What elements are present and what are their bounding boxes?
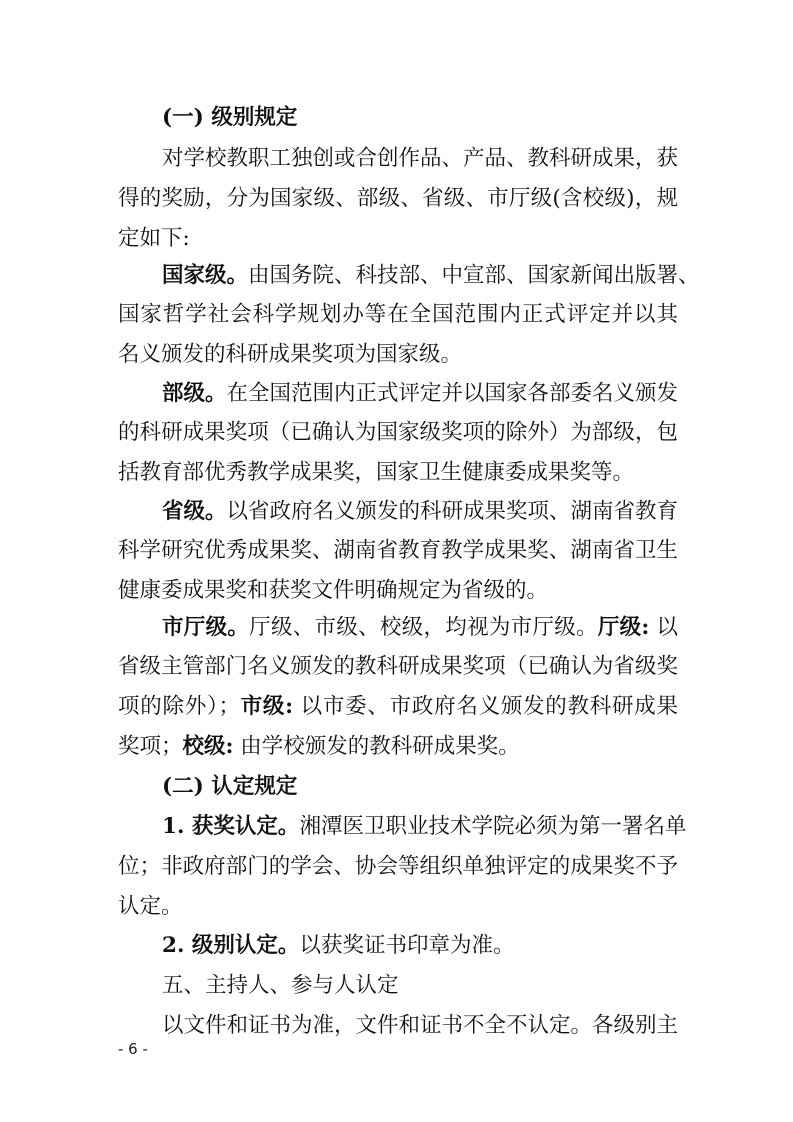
school-level-label: 校级: bbox=[182, 734, 234, 759]
paragraph-text: 由学校颁发的教科研成果奖。 bbox=[233, 734, 520, 759]
paragraph-text: 以省政府名义颁发的科研成果奖项、湖南省教育 bbox=[226, 499, 679, 524]
city-level-label: 市厅级。 bbox=[162, 615, 250, 640]
award-determination-line bbox=[162, 813, 687, 841]
national-level-label: 国家级。 bbox=[162, 263, 249, 288]
paragraph-line: 括教育部优秀教学成果奖，国家卫生健康委成果奖等。 bbox=[118, 460, 635, 485]
ministry-level-label: 部级。 bbox=[162, 381, 227, 406]
paragraph-line: 以文件和证书为准，文件和证书不全不认定。各级别主 bbox=[162, 1013, 679, 1038]
paragraph-text: 以 bbox=[649, 615, 678, 640]
paragraph-line: 对学校教职工独创或合创作品、产品、教科研成果，获 bbox=[162, 146, 679, 171]
paragraph-text: 厅级、市级、校级，均视为市厅级。 bbox=[249, 615, 598, 640]
dept-level-label: 厅级: bbox=[597, 615, 650, 640]
provincial-level-label: 省级。 bbox=[162, 499, 227, 524]
city-level-line-3 bbox=[118, 693, 678, 721]
paragraph-text: 项的除外）； bbox=[118, 694, 240, 719]
paragraph-line: 的科研成果奖项（已确认为国家级奖项的除外）为部级，包 bbox=[118, 420, 678, 445]
paragraph-line: 国家哲学社会科学规划办等在全国范围内正式评定并以其 bbox=[118, 302, 678, 327]
paragraph-line: 省级主管部门名义颁发的教科研成果奖项（已确认为省级奖 bbox=[118, 654, 678, 679]
page-number: - 6 - bbox=[118, 1040, 148, 1058]
paragraph-line: 位；非政府部门的学会、协会等组织单独评定的成果奖不予 bbox=[118, 854, 678, 879]
award-determination-label: 1. 获奖认定。 bbox=[162, 814, 300, 839]
paragraph-text: 以获奖证书印章为准。 bbox=[299, 933, 515, 958]
municipal-level-label: 市级: bbox=[239, 694, 294, 719]
national-level-line bbox=[162, 262, 700, 290]
paragraph-line: 名义颁发的科研成果奖项为国家级。 bbox=[118, 342, 463, 367]
paragraph-text: 湘潭医卫职业技术学院必须为第一署名单 bbox=[299, 814, 687, 839]
paragraph-line: 科学研究优秀成果奖、湖南省教育教学成果奖、湖南省卫生 bbox=[118, 538, 678, 563]
ministry-level-line bbox=[162, 380, 678, 408]
section-heading-determination-rules: (二) 认定规定 bbox=[162, 774, 298, 799]
paragraph-line: 认定。 bbox=[118, 894, 183, 919]
section-heading-level-rules: (一) 级别规定 bbox=[162, 105, 298, 130]
level-determination-label: 2. 级别认定。 bbox=[162, 933, 300, 958]
city-level-line-4 bbox=[118, 733, 678, 761]
paragraph-text: 由国务院、科技部、中宣部、国家新闻出版署、 bbox=[248, 263, 700, 288]
level-determination-line bbox=[162, 932, 678, 960]
paragraph-line: 定如下: bbox=[118, 226, 190, 251]
city-level-line bbox=[162, 614, 678, 642]
section-heading-host-participant: 五、主持人、参与人认定 bbox=[162, 973, 399, 998]
paragraph-text: 以市委、市政府名义颁发的教科研成果 bbox=[293, 694, 678, 719]
provincial-level-line bbox=[162, 498, 678, 526]
paragraph-line: 得的奖励，分为国家级、部级、省级、市厅级(含校级)，规 bbox=[118, 186, 678, 211]
paragraph-line: 健康委成果奖和获奖文件明确规定为省级的。 bbox=[118, 578, 549, 603]
paragraph-text: 在全国范围内正式评定并以国家各部委名义颁发 bbox=[226, 381, 679, 406]
paragraph-text: 奖项； bbox=[118, 734, 183, 759]
